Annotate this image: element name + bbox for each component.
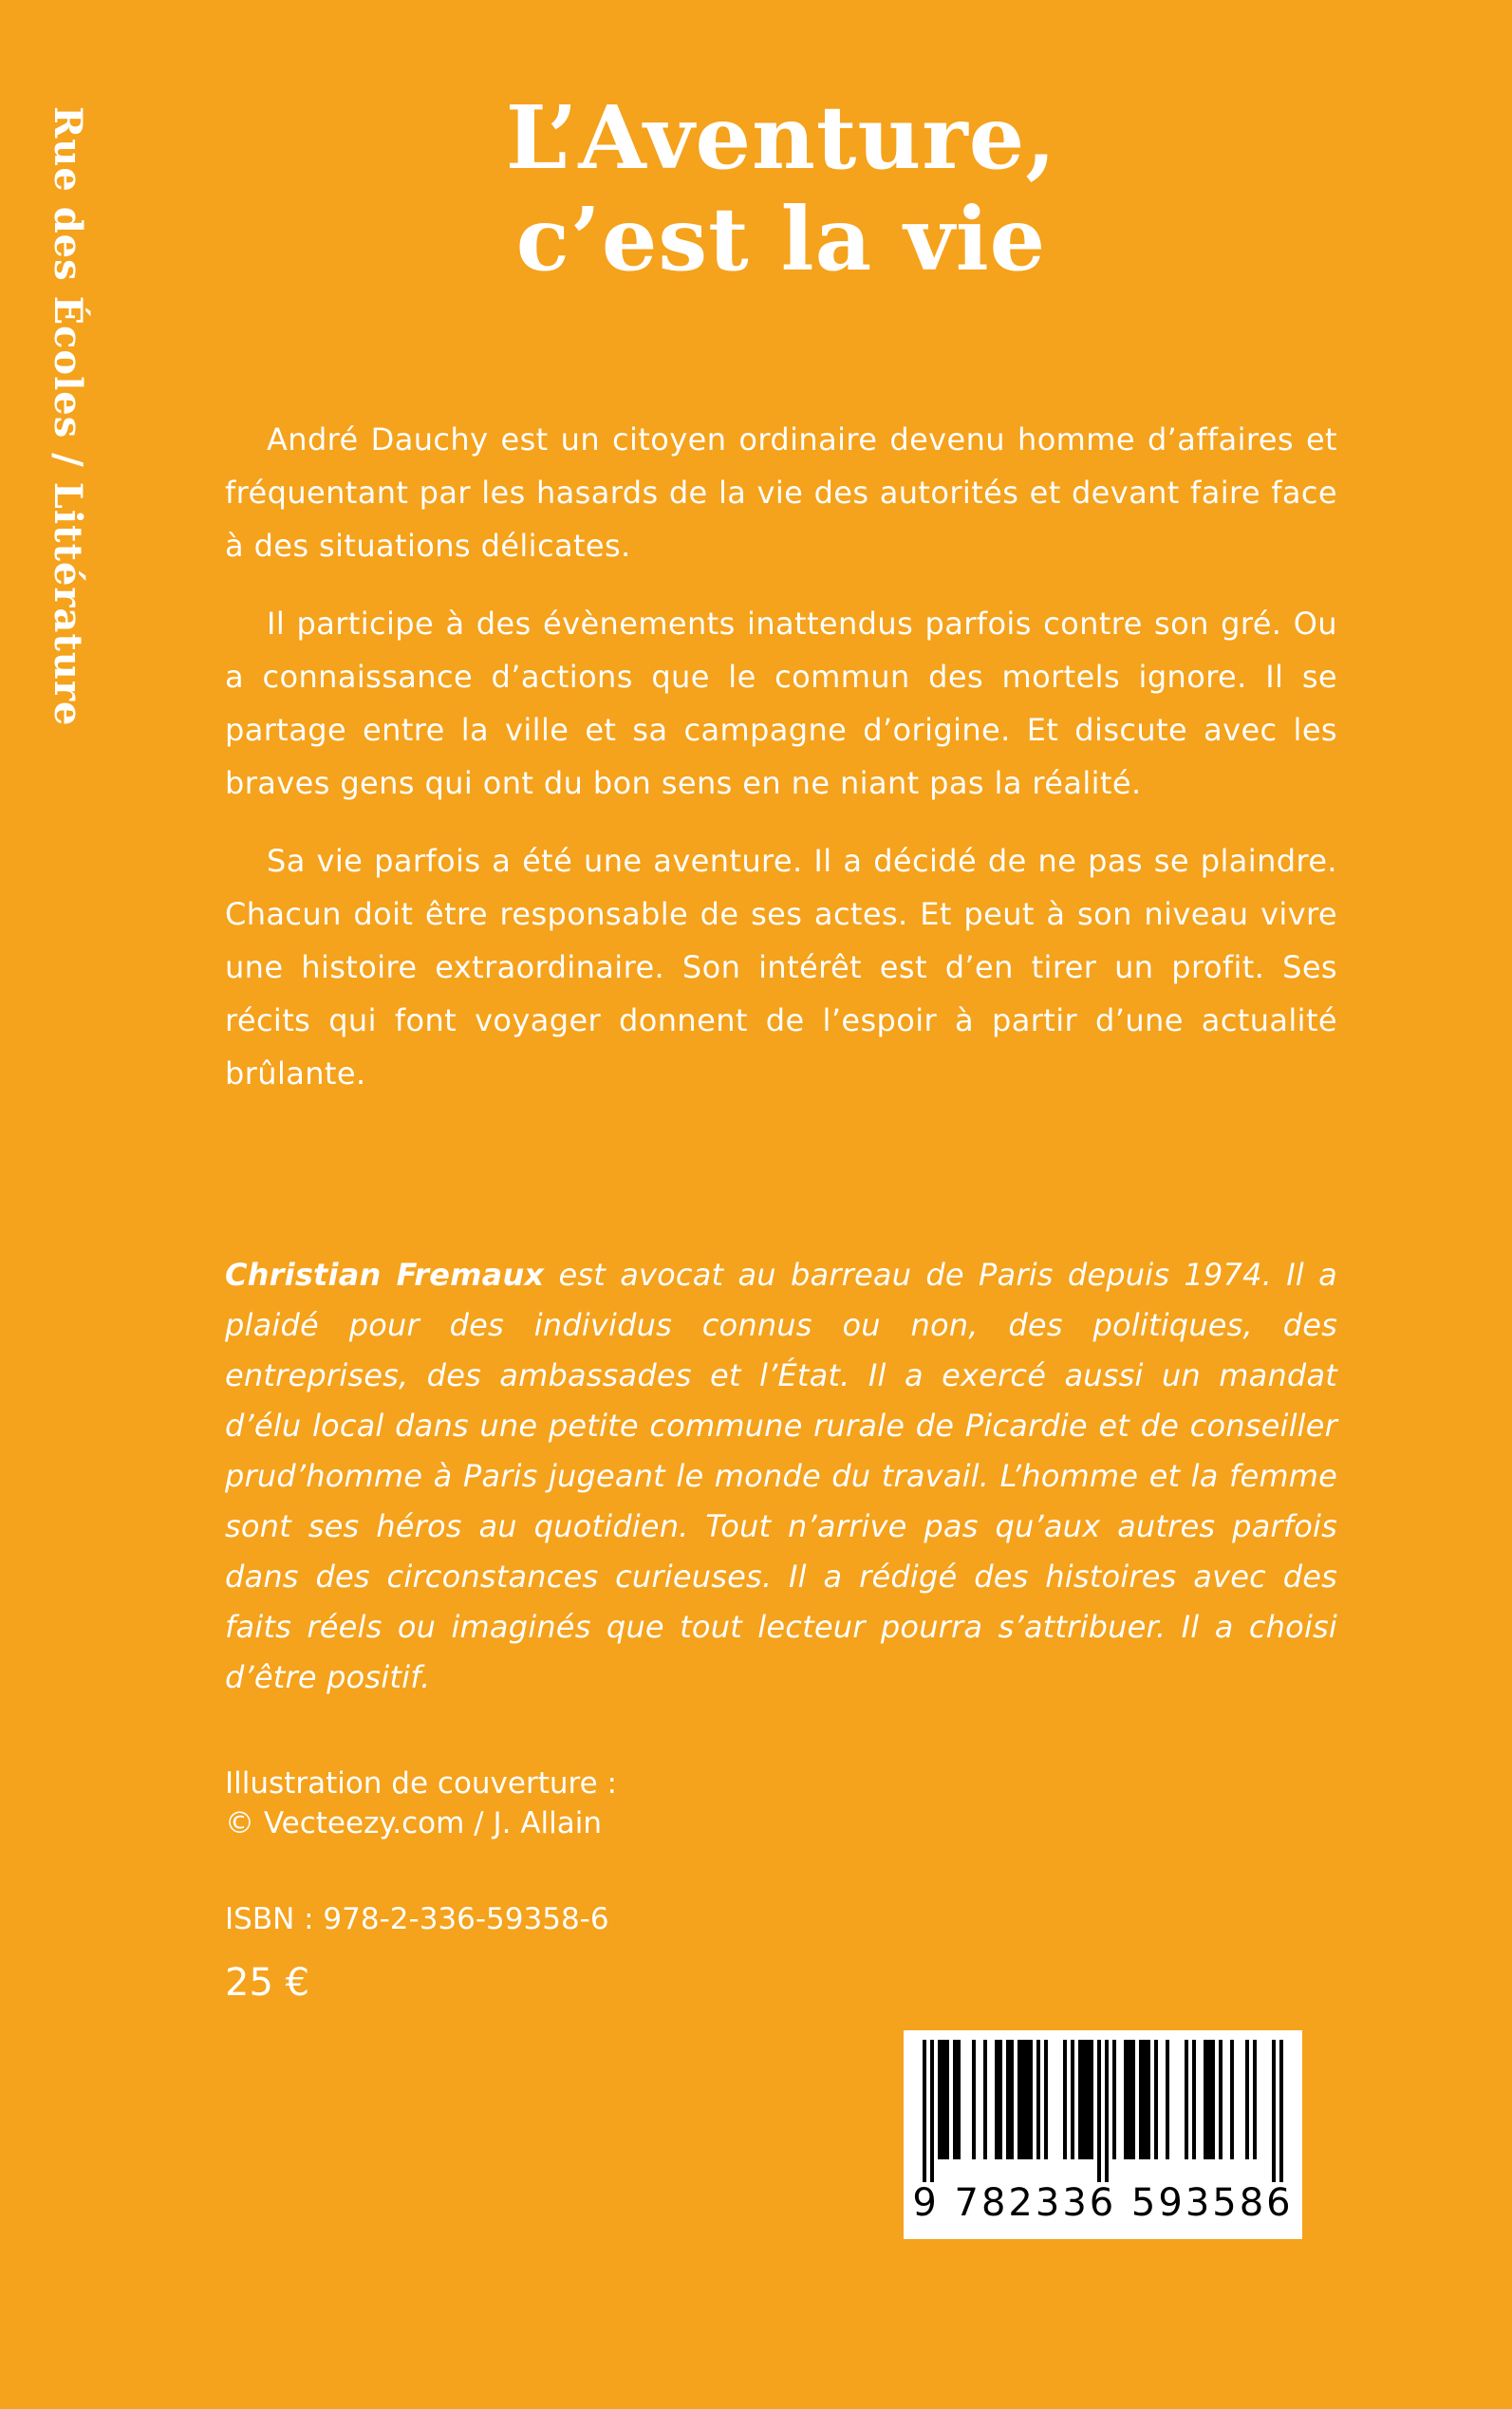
book-title-line2: c’est la vie [515,187,1047,290]
barcode-number: 9 782336 593586 [912,2181,1294,2225]
author-name: Christian Fremaux [225,1257,545,1294]
synopsis-paragraph-1: André Dauchy est un citoyen ordinaire devenu homme d’affaires et fréquentant par les hasards de la vie des autorités et devant faire face à des situations délicates. [225,421,1337,565]
author-bio-text: est avocat au barreau de Paris depuis 1974. Il a plaidé pour des individus connus ou non, des politiques, des entreprises, des ambassades et l’État. Il a exercé aussi un mandat d’élu local dans une petite commune rurale de Picardie et de conseiller prud’homme à Paris jugeant le monde du travail. L’homme et la femme sont ses héros au quotidien. Tout n’arrive pas qu’aux autres parfois dans des circonstances curieuses. Il a rédigé des histoires avec des faits réels ou imaginés que tout lecteur pourra s’attribuer. Il a choisi d’être positif. [225,1257,1337,1696]
book-title [225,87,1337,289]
credit-line-1: Illustration de couverture : [225,1766,617,1802]
back-cover-content [225,87,1337,2005]
isbn: ISBN : 978-2-336-59358-6 [225,1902,609,1937]
spine-collection-label: Rue des Écoles / Littérature [46,106,90,727]
illustration-credit [225,1764,1337,1843]
book-title-line1: L’Aventure, [505,86,1057,189]
author-bio [225,1250,1337,1703]
barcode-bars [923,2040,1283,2182]
credit-line-2: © Vecteezy.com / J. Allain [225,1806,603,1841]
price: 25 € [225,1961,310,2006]
synopsis-paragraph-3: Sa vie parfois a été une aventure. Il a décidé de ne pas se plaindre. Chacun doit être responsable de ses actes. Et peut à son niveau vivre une histoire extraordinaire. Son intérêt est d’en tirer un profit. Ses récits qui font voyager donnent de l’espoir à partir d’une actualité brûlante. [225,843,1337,1092]
synopsis-paragraph-2: Il participe à des évènements inattendus parfois contre son gré. Ou a connaissance d’actions que le commun des mortels ignore. Il se partage entre la ville et sa campagne d’origine. Et discute avec les braves gens qui ont du bon sens en ne niant pas la réalité. [225,606,1337,802]
synopsis [225,413,1337,1100]
barcode [904,2030,1302,2239]
